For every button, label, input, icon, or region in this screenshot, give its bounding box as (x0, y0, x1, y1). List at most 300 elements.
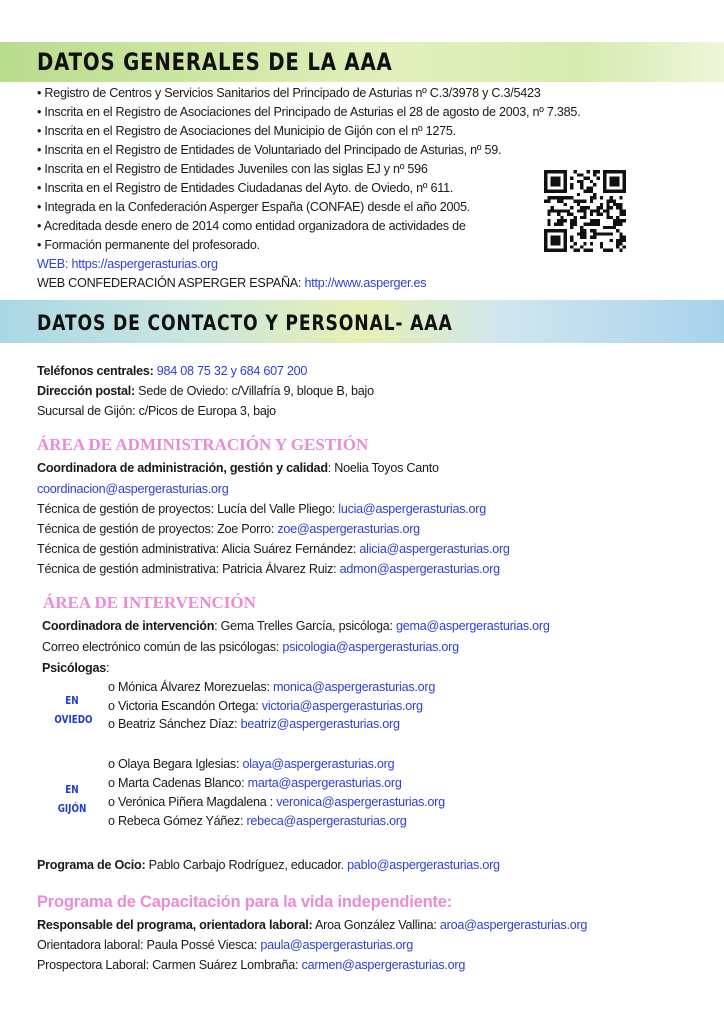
qr-module (610, 239, 613, 242)
email-link[interactable]: paula@aspergerasturias.org (260, 938, 413, 952)
qr-module (616, 183, 619, 186)
cap-resp-line (37, 917, 587, 933)
qr-module (554, 209, 557, 212)
list-item: • Inscrita en el Registro de Entidades de Voluntariado del Principado de Asturias, nº 59. (37, 143, 502, 157)
common-email-line (42, 639, 459, 655)
psych-item (108, 775, 402, 791)
qr-module (564, 173, 567, 176)
qr-module (613, 219, 616, 222)
qr-module (564, 180, 567, 183)
qr-module (610, 206, 613, 209)
qr-module (593, 236, 596, 239)
phones-label: Teléfonos centrales: (37, 364, 157, 378)
email-link[interactable]: monica@aspergerasturias.org (272, 680, 436, 694)
qr-module (603, 190, 606, 193)
qr-module (580, 245, 583, 248)
qr-module (557, 222, 560, 225)
qr-module (613, 200, 616, 203)
coord-label: Coordinadora de administración, gestión y calidad (37, 461, 328, 475)
qr-module (544, 249, 547, 252)
email-link[interactable]: victoria@aspergerasturias.org (261, 699, 423, 713)
email-link[interactable]: zoe@aspergerasturias.org (277, 522, 420, 536)
qr-module (606, 249, 609, 252)
email-link[interactable]: coordinacion@aspergerasturias.org (37, 482, 229, 496)
qr-module (544, 242, 547, 245)
qr-module (619, 242, 622, 245)
qr-module (564, 186, 567, 189)
qr-module (564, 249, 567, 252)
psych-label: Psicólogas (42, 661, 106, 675)
qr-module (613, 183, 616, 186)
qr-module (610, 183, 613, 186)
qr-module (616, 245, 619, 248)
qr-module (606, 206, 609, 209)
qr-module (567, 213, 570, 216)
coord-label: Coordinadora de intervención (42, 619, 215, 633)
email-link[interactable]: gema@aspergerasturias.org (396, 619, 550, 633)
qr-module (587, 222, 590, 225)
qr-module (596, 209, 599, 212)
qr-module (616, 206, 619, 209)
qr-module (554, 177, 557, 180)
qr-module (590, 190, 593, 193)
qr-module (564, 177, 567, 180)
qr-module (544, 229, 547, 232)
qr-module (603, 232, 606, 235)
coord-text: : Noelia Toyos Canto (327, 461, 439, 475)
qr-module (600, 206, 603, 209)
qr-module (577, 200, 580, 203)
email-link[interactable]: marta@aspergerasturias.org (247, 776, 402, 790)
psych-name: o Victoria Escandón Ortega: (108, 699, 262, 713)
psych-name: o Olaya Begara Iglesias: (108, 757, 243, 771)
email-link[interactable]: beatriz@aspergerasturias.org (240, 717, 400, 731)
staff-text: Orientadora laboral: Paula Possé Viesca: (37, 938, 261, 952)
qr-module (606, 203, 609, 206)
qr-module (623, 209, 626, 212)
qr-module (557, 236, 560, 239)
qr-module (600, 213, 603, 216)
qr-module (583, 213, 586, 216)
qr-module (619, 209, 622, 212)
qr-module (574, 222, 577, 225)
location-label-oviedo: OVIEDO (54, 713, 93, 726)
qr-module (610, 177, 613, 180)
qr-module (596, 170, 599, 173)
qr-module (544, 236, 547, 239)
qr-module (616, 170, 619, 173)
qr-module (574, 242, 577, 245)
qr-module (593, 173, 596, 176)
qr-module (606, 216, 609, 219)
ocio-label: Programa de Ocio: (37, 858, 146, 872)
address-text: Sede de Oviedo: c/Villafría 9, bloque B, bajo (134, 384, 374, 398)
qr-module (590, 219, 593, 222)
qr-module (560, 219, 563, 222)
confed-label: WEB CONFEDERACIÓN ASPERGER ESPAÑA: (37, 276, 305, 290)
list-item: • Inscrita en el Registro de Asociaciones del Municipio de Gijón con el nº 1275. (37, 124, 456, 138)
qr-module (554, 229, 557, 232)
confed-web-line (37, 275, 426, 291)
qr-module (616, 180, 619, 183)
psych-item (108, 679, 435, 695)
qr-module (557, 229, 560, 232)
qr-module (616, 222, 619, 225)
qr-module (583, 209, 586, 212)
qr-module (583, 232, 586, 235)
qr-module (616, 219, 619, 222)
staff-line (37, 561, 500, 577)
qr-module (580, 183, 583, 186)
qr-module (590, 242, 593, 245)
qr-module (570, 226, 573, 229)
qr-module (564, 236, 567, 239)
qr-module (580, 200, 583, 203)
section-title-contacto: DATOS DE CONTACTO Y PERSONAL- AAA (37, 311, 453, 335)
email-link[interactable]: admon@aspergerasturias.org (339, 562, 500, 576)
qr-module (619, 239, 622, 242)
qr-module (593, 193, 596, 196)
qr-module (557, 183, 560, 186)
qr-module (590, 222, 593, 225)
qr-module (610, 180, 613, 183)
qr-module (587, 206, 590, 209)
qr-module (596, 222, 599, 225)
qr-module (619, 196, 622, 199)
qr-module (583, 222, 586, 225)
qr-module (577, 180, 580, 183)
list-item: • Inscrita en el Registro de Entidades Juveniles con las siglas EJ y nº 596 (37, 162, 428, 176)
qr-module (606, 190, 609, 193)
qr-module (593, 183, 596, 186)
interv-coord-line (42, 618, 550, 634)
qr-module (600, 242, 603, 245)
qr-module (587, 190, 590, 193)
psych-item (108, 756, 394, 772)
qr-module (587, 177, 590, 180)
qr-module (590, 180, 593, 183)
qr-module (557, 213, 560, 216)
qr-module (564, 232, 567, 235)
qr-module (560, 200, 563, 203)
qr-module (574, 200, 577, 203)
qr-module (583, 177, 586, 180)
psych-item (108, 813, 407, 829)
qr-module (596, 219, 599, 222)
qr-module (557, 209, 560, 212)
qr-module (560, 249, 563, 252)
staff-line (37, 521, 420, 537)
qr-module (551, 249, 554, 252)
qr-module (551, 177, 554, 180)
email-link[interactable]: aroa@aspergerasturias.org (439, 918, 588, 932)
qr-module (600, 203, 603, 206)
email-link[interactable]: lucia@aspergerasturias.org (338, 502, 486, 516)
qr-module (583, 249, 586, 252)
qr-module (554, 249, 557, 252)
qr-module (623, 236, 626, 239)
qr-module (557, 200, 560, 203)
section-title-datos-generales: DATOS GENERALES DE LA AAA (37, 48, 393, 76)
qr-module (557, 219, 560, 222)
qr-module (567, 196, 570, 199)
qr-module (619, 236, 622, 239)
qr-module (613, 177, 616, 180)
qr-module (577, 209, 580, 212)
location-label-oviedo: EN (65, 694, 79, 707)
qr-module (554, 239, 557, 242)
admin-coord-email[interactable] (37, 481, 228, 497)
qr-module (547, 196, 550, 199)
resp-label: Responsable del programa, orientadora laboral: (37, 918, 313, 932)
email-link[interactable]: . pablo@aspergerasturias.org (340, 858, 500, 872)
qr-module (623, 170, 626, 173)
location-label-gijon: GIJÓN (57, 802, 87, 815)
qr-module (580, 173, 583, 176)
qr-module (593, 229, 596, 232)
qr-module (551, 196, 554, 199)
qr-module (560, 229, 563, 232)
qr-module (593, 232, 596, 235)
email-link[interactable]: rebeca@aspergerasturias.org (246, 814, 407, 828)
email-link[interactable]: veronica@aspergerasturias.org (276, 795, 445, 809)
staff-text: Técnica de gestión administrativa: Alicia Suárez Fernández: (37, 542, 360, 556)
staff-line (37, 937, 413, 953)
list-item: • Inscrita en el Registro de Entidades Ciudadanas del Ayto. de Oviedo, nº 611. (37, 181, 454, 195)
address-label: Dirección postal: (37, 384, 135, 398)
qr-module (606, 226, 609, 229)
common-text: Correo electrónico común de las psicólogas: (42, 640, 283, 654)
qr-module (583, 236, 586, 239)
qr-module (610, 232, 613, 235)
qr-module (603, 209, 606, 212)
qr-module (623, 186, 626, 189)
qr-module (587, 249, 590, 252)
qr-module (564, 239, 567, 242)
list-item: • Inscrita en el Registro de Asociaciones del Principado de Asturias el 28 de agosto de 2003, nº 7.385. (37, 105, 581, 119)
qr-module (574, 170, 577, 173)
qr-module (547, 213, 550, 216)
qr-module (551, 206, 554, 209)
email-link[interactable]: olaya@aspergerasturias.org (242, 757, 395, 771)
qr-module (619, 249, 622, 252)
qr-module (613, 203, 616, 206)
qr-module (619, 170, 622, 173)
qr-module (613, 226, 616, 229)
qr-module (590, 229, 593, 232)
qr-module (616, 190, 619, 193)
qr-module (616, 239, 619, 242)
qr-module (603, 177, 606, 180)
admin-coord-line (37, 460, 439, 476)
list-item: • Integrada en la Confederación Asperger España (CONFAE) desde el año 2005. (37, 200, 471, 214)
qr-module (623, 219, 626, 222)
qr-module (560, 170, 563, 173)
web-label: WEB: (37, 257, 72, 271)
qr-module (623, 183, 626, 186)
qr-module (551, 229, 554, 232)
location-label-gijon: EN (65, 783, 79, 796)
qr-module (619, 213, 622, 216)
qr-module (619, 222, 622, 225)
qr-module (554, 196, 557, 199)
qr-module (557, 242, 560, 245)
qr-module (577, 249, 580, 252)
qr-module (544, 200, 547, 203)
qr-module (570, 213, 573, 216)
web-line (37, 256, 218, 272)
list-item: • Registro de Centros y Servicios Sanitarios del Principado de Asturias nº C.3/3978 y C.3/5423 (37, 86, 541, 100)
qr-module (596, 206, 599, 209)
qr-module (577, 203, 580, 206)
qr-module (551, 183, 554, 186)
qr-module (547, 222, 550, 225)
qr-module (593, 222, 596, 225)
qr-code-icon[interactable] (543, 170, 627, 252)
qr-module (613, 170, 616, 173)
qr-module (606, 213, 609, 216)
qr-module (557, 190, 560, 193)
qr-module (544, 186, 547, 189)
qr-module (557, 180, 560, 183)
qr-module (560, 196, 563, 199)
qr-module (603, 186, 606, 189)
qr-module (610, 216, 613, 219)
email-link[interactable]: alicia@aspergerasturias.org (359, 542, 510, 556)
qr-module (577, 173, 580, 176)
qr-module (567, 209, 570, 212)
qr-module (619, 190, 622, 193)
qr-module (560, 190, 563, 193)
qr-module (596, 177, 599, 180)
qr-module (570, 245, 573, 248)
qr-module (547, 209, 550, 212)
psych-item (108, 794, 445, 810)
qr-module (606, 209, 609, 212)
qr-module (623, 180, 626, 183)
qr-module (551, 180, 554, 183)
qr-module (600, 232, 603, 235)
qr-module (583, 190, 586, 193)
list-item: • Acreditada desde enero de 2014 como entidad organizadora de actividades de (37, 219, 466, 233)
qr-module (593, 170, 596, 173)
qr-module (564, 203, 567, 206)
qr-module (557, 239, 560, 242)
qr-module (554, 242, 557, 245)
qr-module (623, 173, 626, 176)
qr-module (610, 190, 613, 193)
qr-module (606, 232, 609, 235)
psych-name: o Mónica Álvarez Morezuelas: (108, 680, 273, 694)
qr-module (544, 245, 547, 248)
qr-module (551, 190, 554, 193)
qr-module (606, 170, 609, 173)
qr-module (544, 177, 547, 180)
qr-module (616, 177, 619, 180)
qr-module (547, 190, 550, 193)
qr-module (544, 173, 547, 176)
qr-module (557, 249, 560, 252)
qr-module (616, 229, 619, 232)
qr-module (570, 236, 573, 239)
qr-module (616, 203, 619, 206)
email-link[interactable]: carmen@aspergerasturias.org (301, 958, 466, 972)
staff-text: Técnica de gestión administrativa: Patricia Álvarez Ruiz: (37, 562, 340, 576)
qr-module (551, 209, 554, 212)
qr-module (583, 229, 586, 232)
qr-module (623, 213, 626, 216)
qr-module (560, 209, 563, 212)
qr-module (544, 239, 547, 242)
confed-link[interactable]: http://www.asperger.es (304, 276, 427, 290)
psych-name: o Verónica Piñera Magdalena : (108, 795, 277, 809)
qr-module (544, 170, 547, 173)
qr-module (570, 222, 573, 225)
qr-module (554, 183, 557, 186)
qr-module (583, 216, 586, 219)
psych-name: o Marta Cadenas Blanco: (108, 776, 248, 790)
qr-module (600, 245, 603, 248)
qr-module (593, 209, 596, 212)
qr-module (583, 200, 586, 203)
email-link[interactable]: psicologia@aspergerasturias.org (282, 640, 459, 654)
staff-text: Prospectora Laboral: Carmen Suárez Lombraña: (37, 958, 302, 972)
qr-module (580, 236, 583, 239)
qr-module (554, 180, 557, 183)
qr-module (574, 249, 577, 252)
qr-module (610, 200, 613, 203)
qr-module (551, 236, 554, 239)
qr-module (616, 242, 619, 245)
ocio-text: Pablo Carbajo Rodríguez, educador (145, 858, 341, 872)
heading-intervencion: ÁREA DE INTERVENCIÓN (43, 593, 256, 612)
qr-module (623, 177, 626, 180)
qr-module (564, 229, 567, 232)
ocio-line (37, 857, 500, 873)
heading-admin: ÁREA DE ADMINISTRACIÓN Y GESTIÓN (37, 435, 369, 454)
qr-module (564, 245, 567, 248)
qr-module (580, 229, 583, 232)
qr-module (564, 242, 567, 245)
qr-module (570, 186, 573, 189)
qr-module (547, 200, 550, 203)
qr-module (616, 216, 619, 219)
branch-line: Sucursal de Gijón: c/Picos de Europa 3, bajo (37, 404, 276, 418)
qr-module (544, 190, 547, 193)
list-item: • Formación permanente del profesorado. (37, 238, 260, 252)
qr-module (560, 216, 563, 219)
address-line (37, 383, 374, 399)
psych-label-line (42, 660, 109, 676)
qr-module (600, 196, 603, 199)
web-link[interactable]: https://aspergerasturias.org (71, 257, 218, 271)
colon: : (106, 661, 110, 675)
qr-module (554, 170, 557, 173)
staff-text: Técnica de gestión de proyectos: Lucía del Valle Pliego: (37, 502, 339, 516)
qr-module (557, 170, 560, 173)
phones-link[interactable]: 984 08 75 32 y 684 607 200 (156, 364, 308, 378)
qr-module (547, 170, 550, 173)
psych-item (108, 716, 400, 732)
staff-line (37, 957, 465, 973)
coord-text: : Gema Trelles García, psicóloga: (214, 619, 397, 633)
qr-module (590, 200, 593, 203)
qr-module (577, 232, 580, 235)
resp-text: Aroa González Vallina: (312, 918, 440, 932)
qr-module (570, 183, 573, 186)
qr-module (596, 232, 599, 235)
qr-module (580, 180, 583, 183)
